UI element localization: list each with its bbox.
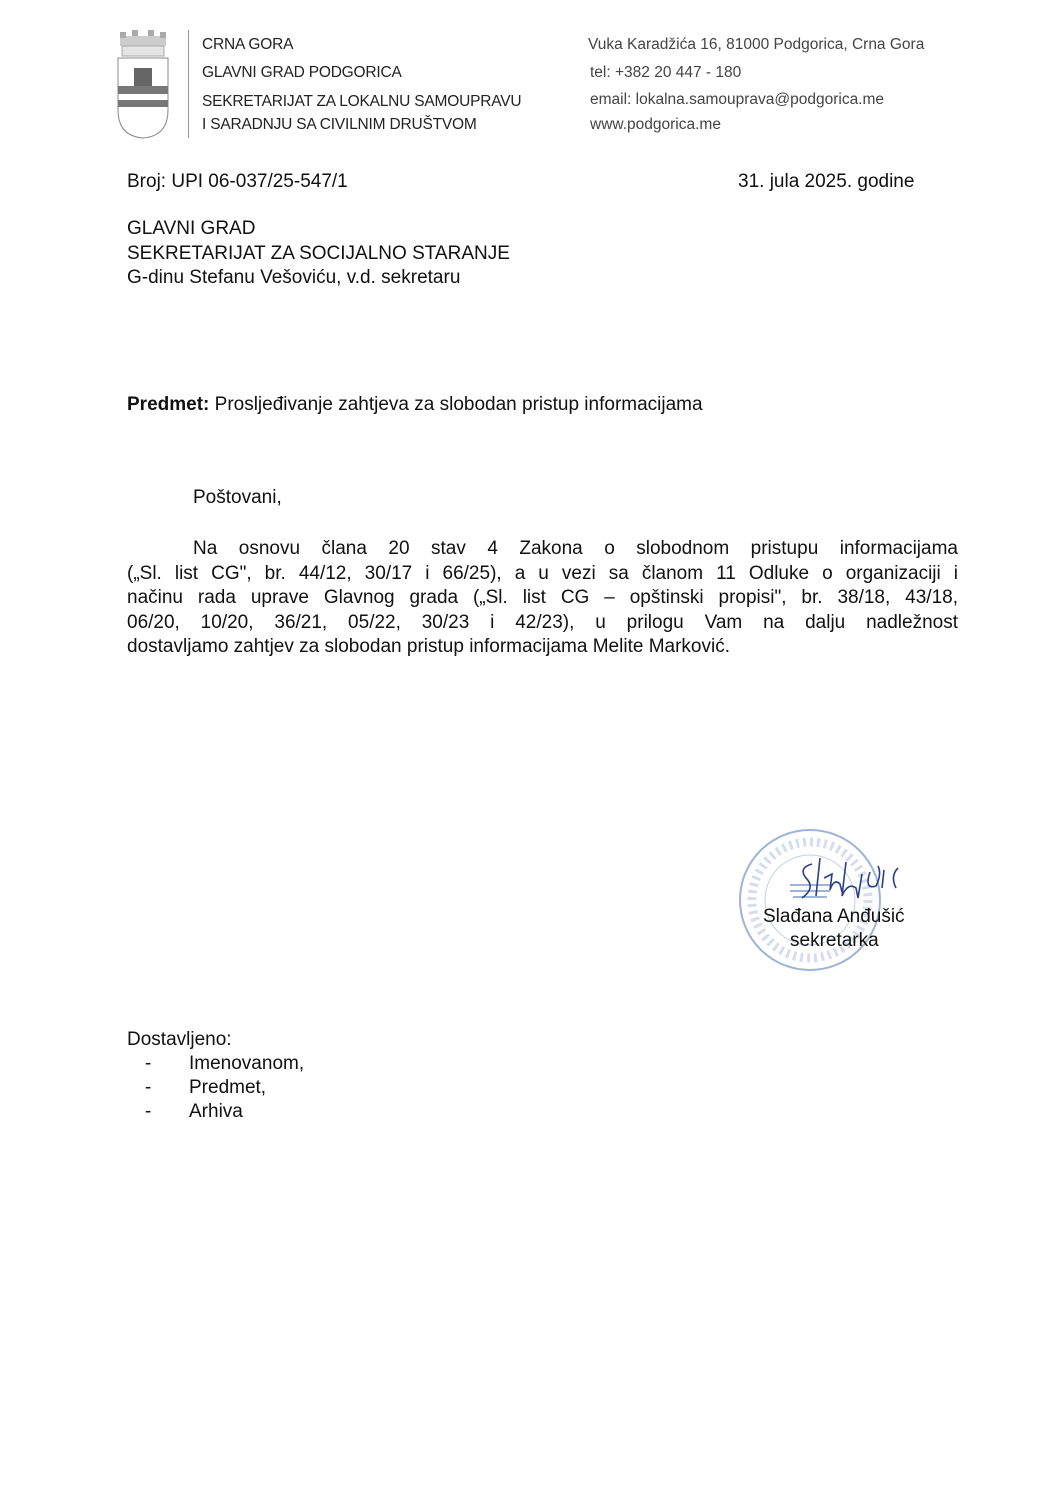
distribution-item-text: Predmet, (189, 1077, 267, 1098)
recipient-line1: GLAVNI GRAD (127, 218, 256, 239)
signature (790, 852, 920, 902)
subject-label: Predmet: (127, 394, 210, 415)
signatory-title: sekretarka (790, 930, 879, 951)
reference-number: Broj: UPI 06-037/25-547/1 (127, 171, 348, 192)
recipient-line3: G-dinu Stefanu Vešoviću, v.d. sekretaru (127, 267, 461, 288)
distribution-item (145, 1077, 266, 1099)
distribution-label: Dostavljeno: (127, 1029, 232, 1050)
coat-of-arms-logo (112, 28, 174, 140)
letterhead-office-line2: I SARADNJU SA CIVILNIM DRUŠTVOM (202, 116, 477, 133)
bullet-dash: - (145, 1077, 152, 1098)
letterhead-divider (188, 30, 189, 138)
bullet-dash: - (145, 1053, 152, 1074)
distribution-item-text: Imenovanom, (189, 1053, 305, 1074)
recipient-line2: SEKRETARIJAT ZA SOCIJALNO STARANJE (127, 243, 510, 264)
subject-text: Prosljeđivanje zahtjeva za slobodan pristup informacijama (214, 394, 703, 415)
signatory-name: Slađana Anđušić (763, 906, 905, 927)
salutation: Poštovani, (193, 487, 282, 508)
bullet-dash: - (145, 1101, 152, 1122)
letterhead-tel: tel: +382 20 447 - 180 (590, 64, 742, 81)
letterhead-office-line1: SEKRETARIJAT ZA LOKALNU SAMOUPRAVU (202, 93, 522, 110)
letterhead-country: CRNA GORA (202, 36, 294, 53)
body-line: načinu rada uprave Glavnog grada („Sl. list CG – opštinski propisi", br. 38/18, 43/18, (127, 587, 958, 608)
body-line: Na osnovu člana 20 stav 4 Zakona o slobodnom pristupu informacijama (193, 538, 958, 559)
letterhead-web: www.podgorica.me (590, 116, 721, 133)
body-line: 06/20, 10/20, 36/21, 05/22, 30/23 i 42/23), u prilogu Vam na dalju nadležnost (127, 612, 958, 633)
letterhead-city: GLAVNI GRAD PODGORICA (202, 64, 402, 81)
body-line: dostavljamo zahtjev za slobodan pristup informacijama Melite Marković. (127, 636, 730, 657)
distribution-item-text: Arhiva (189, 1101, 243, 1122)
subject-line (127, 394, 703, 416)
letterhead-email: email: lokalna.samouprava@podgorica.me (590, 91, 885, 108)
document-date: 31. jula 2025. godine (738, 171, 915, 192)
letterhead-address: Vuka Karadžića 16, 81000 Podgorica, Crna Gora (588, 36, 925, 53)
distribution-item (145, 1053, 304, 1075)
body-line: („Sl. list CG", br. 44/12, 30/17 i 66/25), a u vezi sa članom 11 Odluke o organizaciji i (127, 563, 958, 584)
distribution-item (145, 1101, 243, 1123)
